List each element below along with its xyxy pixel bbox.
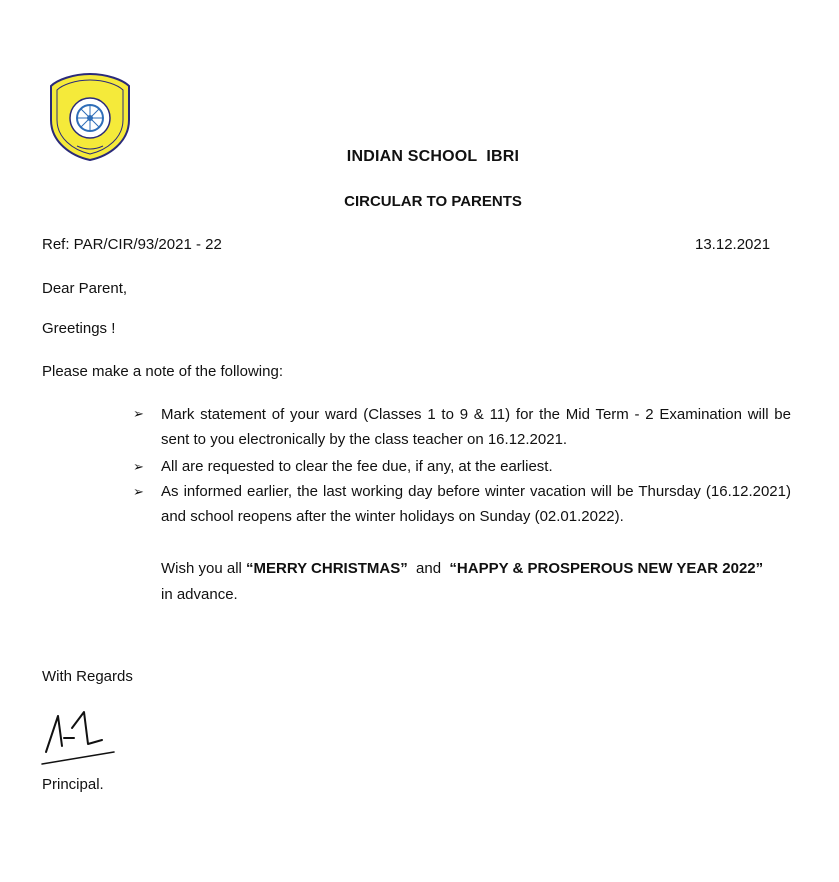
wish-merry-christmas: “MERRY CHRISTMAS”	[246, 560, 408, 577]
wish-prefix: Wish you all	[161, 560, 247, 577]
circular-title: CIRCULAR TO PARENTS	[344, 193, 522, 210]
wish-new-year: “HAPPY & PROSPEROUS NEW YEAR 2022”	[449, 560, 764, 577]
wish-suffix: in advance.	[161, 586, 238, 603]
wish-and: and	[407, 560, 450, 577]
salutation: Dear Parent,	[42, 280, 128, 297]
circular-date: 13.12.2021	[695, 236, 771, 253]
bullet-winter-vacation: As informed earlier, the last working day before winter vacation will be Thursday (16.12.2021) and school reopens after the winter holidays on Sunday (02.01.2022).	[161, 483, 791, 525]
bullet-fee-due: All are requested to clear the fee due, if any, at the earliest.	[161, 458, 553, 475]
signatory-title: Principal.	[42, 776, 104, 793]
reference-number: Ref: PAR/CIR/93/2021 - 22	[42, 236, 222, 253]
bullet-icon: ➢	[133, 484, 144, 499]
bullet-icon: ➢	[133, 406, 144, 421]
wish-line	[161, 556, 791, 581]
bullet-icon: ➢	[133, 459, 144, 474]
regards: With Regards	[42, 668, 133, 685]
school-name: INDIAN SCHOOL IBRI	[346, 148, 520, 165]
intro-line: Please make a note of the following:	[42, 363, 283, 380]
bullet-mark-statement: Mark statement of your ward (Classes 1 to 9 & 11) for the Mid Term - 2 Examination will be sent to you electronically by the class teacher on 16.12.2021.	[161, 406, 791, 448]
signature	[40, 706, 120, 768]
greeting: Greetings !	[42, 320, 116, 337]
